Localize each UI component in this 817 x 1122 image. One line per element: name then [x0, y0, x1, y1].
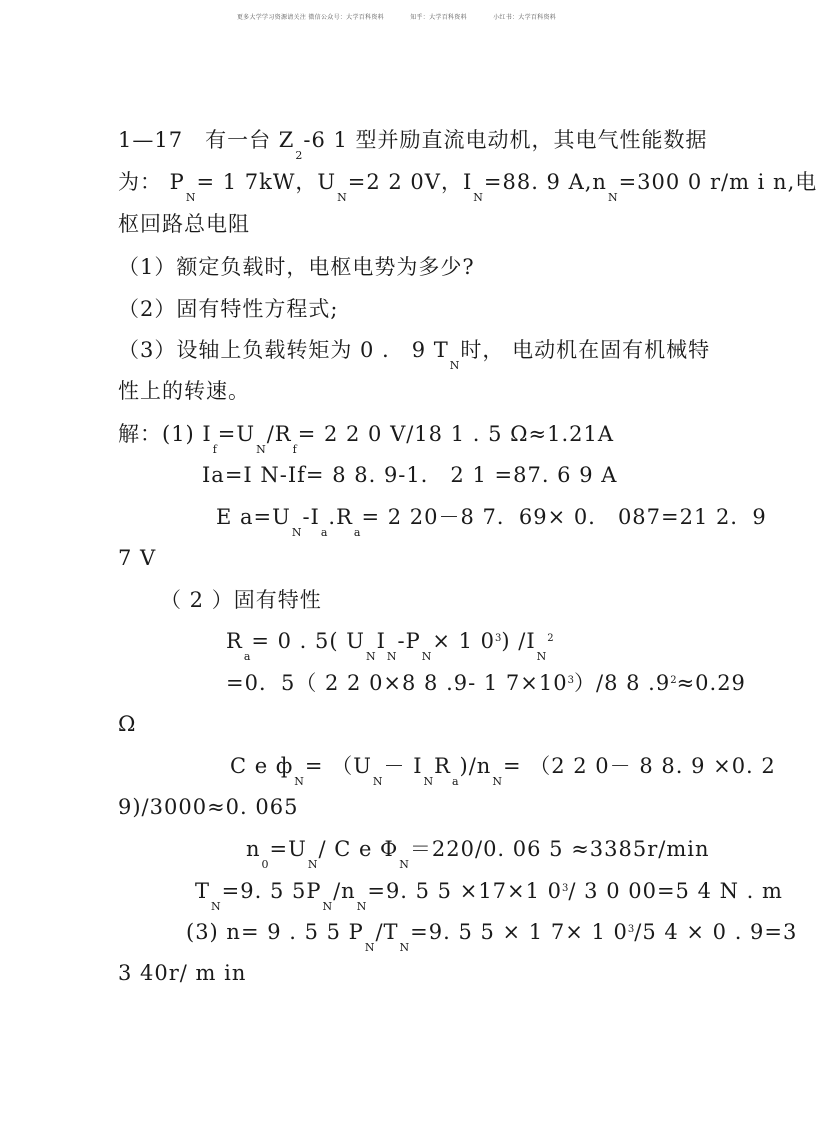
header-wechat: 更多大学学习资源请关注 微信公众号：大学百科资料 — [236, 14, 384, 21]
solution-line-4: 7 V — [118, 546, 157, 570]
question-3-cont: 性上的转速。 — [118, 379, 250, 403]
solution-line-n0: $n_0=U_N/$ C e $\Phi_N=220/0$. 06 5 ≈3385r/min — [246, 837, 710, 871]
solution-line-2: Ia=I N-If= 8 8. 9-1． 2 1 =87. 6 9 A — [202, 463, 618, 487]
question-1: （1）额定负载时，电枢电势为多少? — [118, 255, 475, 279]
solution-line-cephi-result: 9)/3000≈0. 065 — [118, 795, 299, 819]
page-header — [0, 12, 793, 21]
problem-line-2: 为： $P_N= 1$ 7kW，$U_N=2$ 2 0V，$I_N=88$. 9 $A,n_N=300$ 0 r/m i n,电 — [118, 170, 817, 204]
solution-line-tn: $T_N=9$. 5 $5P_N/n_N=9$. 5 5 ×17×1 $0^3/$ 3 0 00=5 4 N . m — [195, 879, 783, 913]
question-2: （2）固有特性方程式; — [118, 297, 339, 321]
solution-line-ra-calc: =0．5（ 2 2 0×8 8 .9- 1 $7\times 10^3)/8$ 8 $.9^2\approx 0.29$ — [226, 671, 746, 695]
solution-line-cephi: C e $ф_N= (U_N- I_NR_a)/n_N= (2$ 2 0－ 8 8. 9 ×0. 2 — [230, 754, 776, 788]
solution-line-final: 3 40r/ m in — [118, 961, 247, 985]
problem-line-1: 1—17 有一台 $Z_2-6$ 1 型并励直流电动机，其电气性能数据 — [118, 128, 708, 162]
header-zhihu: 知乎：大学百科资料 — [410, 14, 467, 21]
solution-line-1: 解：(1) $I_f=U_N/R_f= 2$ 2 0 V/18 1 . 5 Ω≈1.21A — [118, 422, 615, 456]
solution-line-ra: $R_a= 0$ . 5( $U_NI_N-P_N\times 1$ $0^3$) $/I_N^2$ — [226, 629, 554, 663]
header-xiaohongshu: 小红书：大学百科资料 — [493, 14, 557, 21]
solution-line-3: E $a=U_N-I_a.R_a= 2$ 20－8 7．69× 0． 087=21 2．9 — [216, 505, 767, 539]
solution-line-3: (3) n= 9 . 5 5 $P_N/T_N=9$. 5 5 × 1 7× 1 $0^3/5$ 4 × 0 . 9=3 — [186, 920, 798, 954]
solution-heading-2: （ 2 ）固有特性 — [160, 588, 322, 612]
problem-line-3: 枢回路总电阻 — [118, 212, 250, 236]
solution-line-omega: Ω — [118, 712, 137, 736]
question-3: （3）设轴上负载转矩为 0 ． 9 $T_N$时， 电动机在固有机械特 — [118, 338, 711, 372]
